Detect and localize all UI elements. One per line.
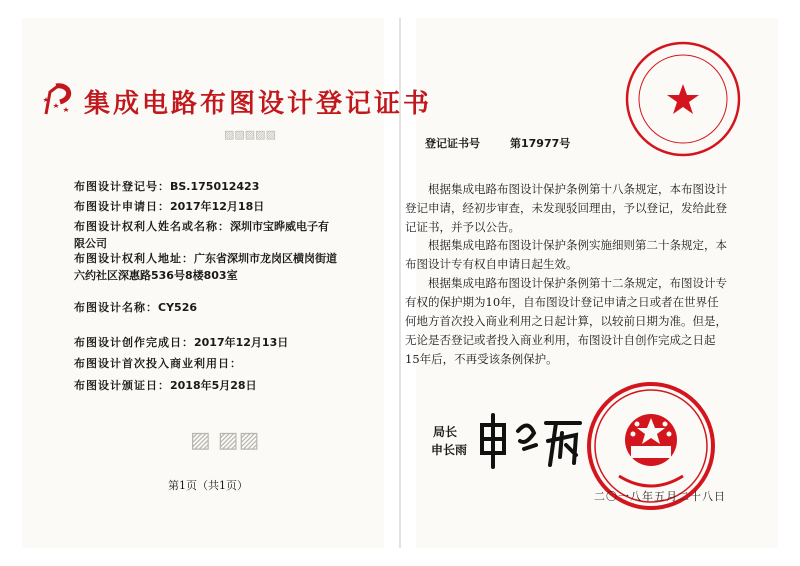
field-application-date <box>74 198 264 215</box>
field-label: 布图设计名称： <box>74 301 158 314</box>
field-commercial-use-date <box>74 355 242 372</box>
field-value: BS.175012423 <box>170 180 260 193</box>
director-name: 申长雨 <box>431 443 468 457</box>
paragraph-effective: 根据集成电路布图设计保护条例实施细则第二十条规定，本布图设计专有权自申请日起生效。 <box>405 238 727 271</box>
field-right-holder-name <box>74 218 339 252</box>
registration-number: 第17977号 <box>510 137 571 150</box>
paragraph-protection-term: 根据集成电路布图设计保护条例第十二条规定，布图设计专有权的保护期为10年，自布图设计登记申请之日或者在世界任何地方首次投入商业利用之日起计算，以较前日期为准。但是，无论是否登记或者投入商业利用，布图设计自创作完成之日起15年后，不再受该条例保护。 <box>405 276 727 366</box>
director-title: 局长 <box>433 425 458 439</box>
page-indicator: 第1页（共1页） <box>168 479 248 492</box>
field-label: 布图设计申请日： <box>74 200 170 213</box>
registration-label: 登记证书号 <box>425 137 480 150</box>
paragraph-registration: 根据集成电路布图设计保护条例第十八条规定，本布图设计登记申请，经初步审查，未发现驳回理由，予以登记，发给此登记证书，并予以公告。 <box>405 182 727 234</box>
field-label: 布图设计颁证日： <box>74 379 170 392</box>
field-registration-number <box>74 178 259 195</box>
certificate-title: 集成电路布图设计登记证书 <box>84 89 433 119</box>
field-right-holder-address <box>74 250 339 284</box>
bleed-through-mark: ▨▨▨▨▨ <box>224 128 276 141</box>
field-value: CY526 <box>158 301 197 314</box>
field-label: 布图设计权利人地址： <box>74 252 194 265</box>
issue-date-chinese: 二〇一八年五月二十八日 <box>594 490 726 503</box>
field-value: 深圳市宝晔威电子有限公司 <box>74 220 329 250</box>
field-issue-date <box>74 377 257 394</box>
field-label: 布图设计权利人姓名或名称： <box>74 220 230 233</box>
field-value: 2017年12月13日 <box>194 336 289 349</box>
field-value: 广东省深圳市龙岗区横岗街道六约社区深惠路536号8楼803室 <box>74 252 337 282</box>
field-creation-date <box>74 334 288 351</box>
bleed-through-mark: ▨ ▨▨ <box>190 428 260 453</box>
field-label: 布图设计创作完成日： <box>74 336 194 349</box>
field-label: 布图设计登记号： <box>74 180 170 193</box>
field-value: 2018年5月28日 <box>170 379 257 392</box>
field-label: 布图设计首次投入商业利用日： <box>74 357 242 370</box>
small-red-seal-icon <box>622 38 744 160</box>
field-value: 2017年12月18日 <box>170 200 265 213</box>
director-signature <box>476 405 586 475</box>
field-design-name <box>74 299 197 316</box>
